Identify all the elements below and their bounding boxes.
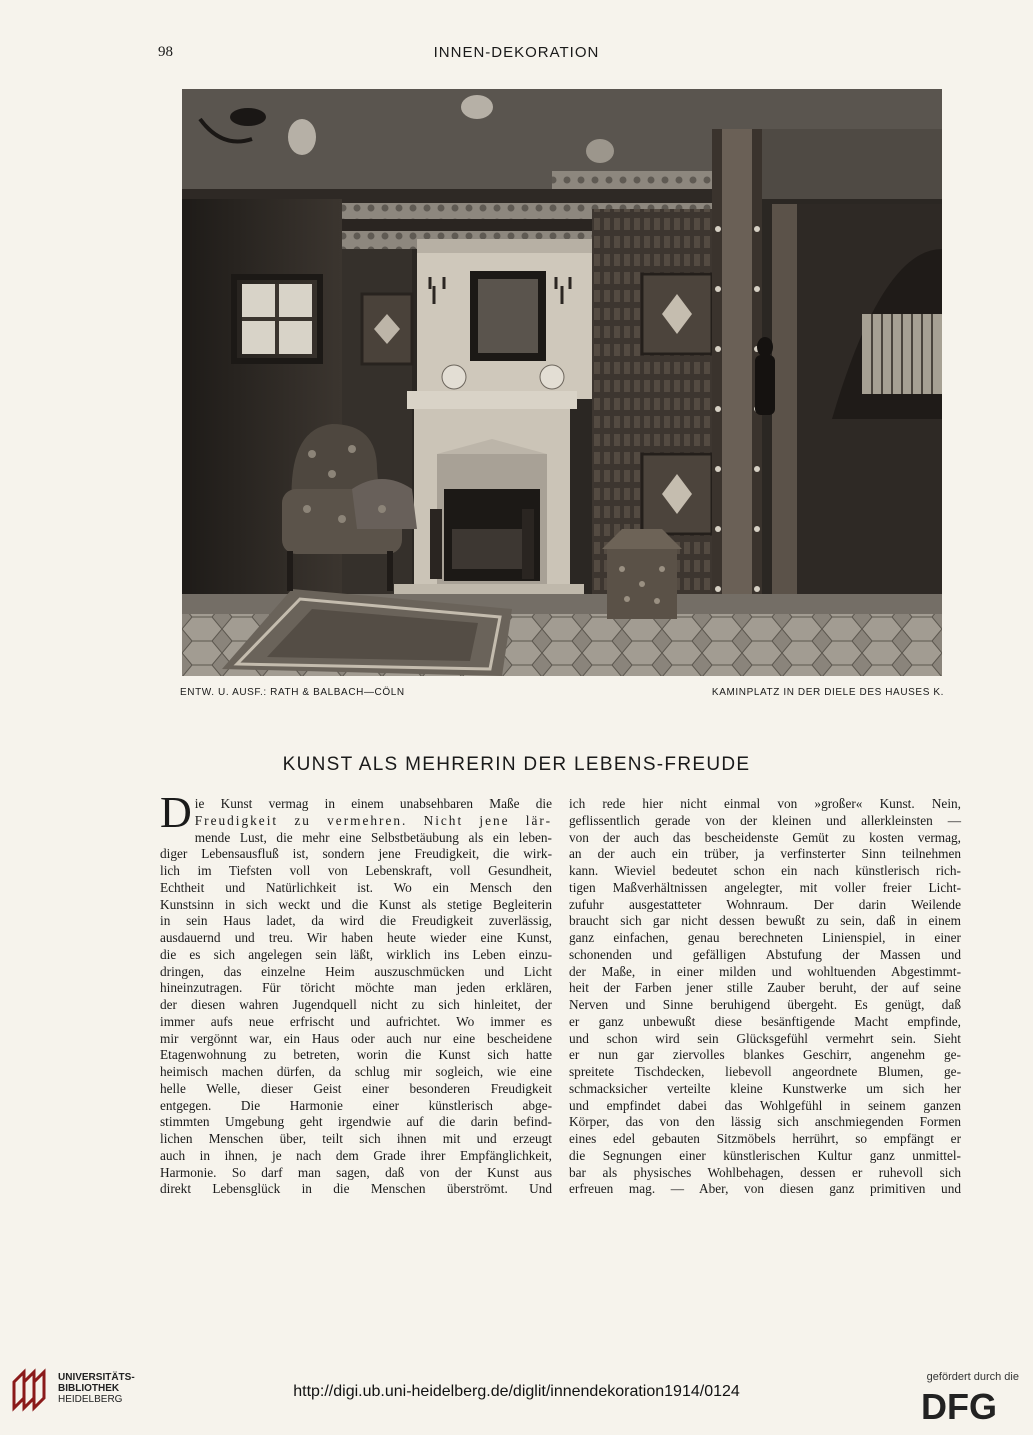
text-line: Harmonie. So darf man sagen, daß von der Kunst aus [160, 1164, 552, 1180]
text-line: und empfindet dabei das Wohlgefühl in seinem ganzen [569, 1097, 961, 1113]
funding-label: gefördert durch die [926, 1371, 1019, 1383]
text-line: Nerven und Sinne beruhigend übergeht. Es genügt, daß [569, 997, 961, 1012]
text-line: zufuhr ausgestatteter Wohnraum. Der darin Weilende [569, 896, 961, 912]
text-line: auch in ihnen, je nach dem Grade ihrer Empfänglichkeit, [160, 1147, 552, 1163]
text-line: diger Lebensausfluß ist, sondern jene Freudigkeit, die wirk- [160, 846, 552, 862]
text-column-right [569, 796, 961, 1198]
photo-credit: ENTW. U. AUSF.: RATH & BALBACH—CÖLN [180, 687, 405, 698]
library-line: UNIVERSITÄTS- [58, 1372, 135, 1383]
text-line: die Segnungen einer künstlerischen Kultur ganz unmittel- [569, 1147, 961, 1163]
text-line: in sein Haus ladet, da wird die Freudigkeit zuverlässig, [160, 913, 552, 929]
library-line: HEIDELBERG [58, 1394, 123, 1405]
text-line: hineinzutragen. Für töricht möchte man jeden erklären, [160, 980, 552, 996]
text-line: immer aufs neue erfrischt und aufrichtet. Wo immer es [160, 1013, 552, 1029]
library-line: BIBLIOTHEK [58, 1383, 120, 1394]
text-line: geflissentlich gerade von der kleinen und allerkleinsten — [569, 812, 961, 828]
photo-caption: KAMINPLATZ IN DER DIELE DES HAUSES K. [711, 687, 944, 698]
text-line: stimmten Umgebung geht irgendwie auf die darin befind- [160, 1114, 552, 1130]
text-line: der Maße, in einer milden und wohltuenden Abgestimmt- [569, 963, 961, 979]
text-line: braucht sich gar nicht dessen bewußt zu sein, daß in einem [569, 913, 961, 929]
dfg-logo-text: DFG [921, 1387, 997, 1423]
text-line: die es sich angelegen sein läßt, wirklich ins Leben einzu- [160, 946, 552, 962]
text-line: von der auch das bescheidenste Gemüt zu kosten vermag, [569, 829, 961, 845]
fireplace-photograph [182, 89, 942, 676]
page-footer [0, 1352, 1033, 1435]
text-line: er ganz unbewußt diese besänftigende Macht empfinde, [569, 1013, 961, 1029]
text-line: schonenden und gefälligen Abstufung der Massen und [569, 946, 961, 962]
text-line: ausdauernd und treu. Wir haben heute wieder eine Kunst, [160, 930, 552, 945]
page-header [0, 44, 1033, 64]
text-line: ich rede hier nicht einmal von »großer« Kunst. Nein, [569, 796, 961, 811]
dfg-logo-icon [921, 1387, 1017, 1423]
text-line: erfreuen mag. — Aber, von diesen ganz primitiven und [569, 1181, 961, 1197]
article-title: KUNST ALS MEHRERIN DER LEBENS-FREUDE [282, 754, 751, 775]
text-line: dringen, das einzelne Heim auszuschmücken und Licht [160, 963, 552, 979]
text-line: eines edel gebauten Sitzmöbels herrührt, so empfängt er [569, 1131, 961, 1146]
text-line: Kunstsinn in sich weckt und die Kunst als stetige Begleiterin [160, 896, 552, 912]
page-number: 98 [158, 44, 173, 60]
text-line: heit der Farben jener stille Zauber beruht, der auf seine [569, 980, 961, 996]
source-url-link[interactable]: http://digi.ub.uni-heidelberg.de/diglit/innendekoration1914/0124 [293, 1383, 740, 1400]
text-line: tigen Maßverhältnissen angelegter, mit voller freier Licht- [569, 879, 961, 895]
text-line: mir vergönnt war, ein Haus oder auch nur eine bescheidene [160, 1030, 552, 1046]
text-line: Etagenwohnung zu betreten, worin die Kunst sich hatte [160, 1047, 552, 1063]
text-line: spreitete Tischdecken, liebevoll angeordnete Blumen, ge- [569, 1064, 961, 1079]
running-title: INNEN-DEKORATION [433, 44, 600, 61]
text-line: er nun gar ziervolles blankes Geschirr, angenehm ge- [569, 1047, 961, 1063]
text-column-left [160, 788, 552, 1198]
text-line: entgegen. Die Harmonie einer künstlerisch abge- [160, 1097, 552, 1113]
text-line: kann. Wieviel bedeutet schon ein nach künstlerisch rich- [569, 863, 961, 878]
text-line: ganz einfachen, genau berechneten Linienspiel, in einer [569, 930, 961, 945]
text-line: helle Welle, dieser Geist einer besonderen Freudigkeit [160, 1080, 552, 1096]
text-line: lich im Tiefsten voll von Lebenskraft, voll Gesundheit, [160, 863, 552, 878]
text-line: bar als physisches Wohlbehagen, dessen er ruhevoll sich [569, 1164, 961, 1180]
text-line: heimisch machen dürfen, da schlug mir sogleich, wie eine [160, 1064, 552, 1079]
text-line: und schon wird sein Glücksgefühl vermehrt sein. Sieht [569, 1030, 961, 1046]
text-line: Echtheit und Natürlichkeit ist. Wo ein Mensch den [160, 879, 552, 895]
text-line: lichen Menschen über, teilt sich ihnen mit und erzeugt [160, 1131, 552, 1146]
text-line: Körper, das von den lässig sich anschmiegenden Formen [569, 1114, 961, 1130]
text-line: ie Kunst vermag in einem unabsehbaren Maße die [194, 796, 552, 811]
text-line: Freudigkeit zu vermehren. Nicht jene lär- [194, 812, 552, 828]
text-line: mende Lust, die mehr eine Selbstbetäubung als ein leben- [194, 829, 552, 845]
drop-cap: D [160, 788, 192, 837]
text-line: an der auch ein trüber, ja verfinsterter Sinn teilnehmen [569, 846, 961, 862]
text-line: direkt Lebensglück in die Menschen überströmt. Und [160, 1181, 552, 1197]
text-line: der diesen wahren Jugendquell nicht zu sich hinleitet, der [160, 997, 552, 1012]
text-line: schmacksicher verteilte kleine Kunstwerke um sich her [569, 1080, 961, 1096]
